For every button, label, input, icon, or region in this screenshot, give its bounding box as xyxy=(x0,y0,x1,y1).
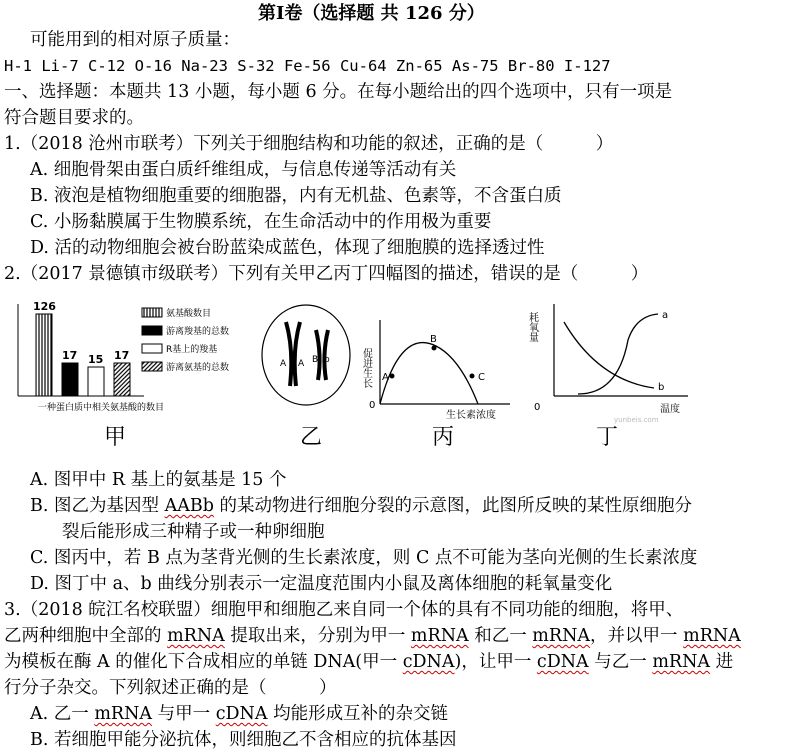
q2-option-b-cont: 裂后能形成三种精子或一种卵细胞 xyxy=(62,522,325,542)
atomic-mass-label: 可能用到的相对原子质量： xyxy=(30,30,240,50)
q3-stem-2 xyxy=(4,624,741,648)
watermark: yunbeis.com xyxy=(614,416,659,424)
q3-option-b: B. 若细胞甲能分泌抗体，则细胞乙不含相应的抗体基因 xyxy=(30,730,457,750)
bar-free-carboxyl xyxy=(62,363,78,396)
bar-r-carboxyl xyxy=(88,367,104,396)
q2-option-b-text: B. 图乙为基因型 xyxy=(30,496,165,516)
legend-item: 氨基酸数目 xyxy=(166,309,212,319)
curve-label: a xyxy=(662,310,669,321)
q2-option-d: D. 图丁中 a、b 曲线分别表示一定温度范围内小鼠及离体细胞的耗氧量变化 xyxy=(30,574,613,594)
figure-yi-cell-division xyxy=(256,300,356,410)
term-cdna: cDNA xyxy=(215,704,268,724)
term-mrna: mRNA xyxy=(652,652,711,672)
q3-text: 提取出来，分别为甲一 xyxy=(224,626,411,646)
q3-stem-3 xyxy=(4,650,733,674)
genotype-term: AABb xyxy=(164,496,214,516)
figure-jia-bar-chart xyxy=(14,296,254,421)
gene-label: A xyxy=(280,359,287,369)
y-axis-label: 耗氧量 xyxy=(526,312,538,342)
q3-stem-1: 3.（2018 皖江名校联盟）细胞甲和细胞乙来自同一个体的具有不同功能的细胞，将甲、 xyxy=(4,600,684,620)
q1-option-a: A. 细胞骨架由蛋白质纤维组成，与信息传递等活动有关 xyxy=(30,160,457,180)
bar-amino-acid-count xyxy=(36,314,52,396)
legend-item: R基上的羧基 xyxy=(166,345,218,355)
q3-text: 与甲一 xyxy=(152,704,216,724)
q2-stem: 2.（2017 景德镇市级联考）下列有关甲乙丙丁四幅图的描述，错误的是（ ） xyxy=(4,264,649,284)
figure-label-yi: 乙 xyxy=(300,425,323,450)
term-cdna: cDNA xyxy=(402,652,455,672)
q3-option-a xyxy=(30,702,448,726)
axis-origin: 0 xyxy=(369,400,376,411)
bar-value-label: 17 xyxy=(62,349,78,362)
q3-text: )，让甲一 xyxy=(454,652,537,672)
term-mrna: mRNA xyxy=(532,626,591,646)
q3-text: 进 xyxy=(710,652,734,672)
page-title: 第Ⅰ卷（选择题 共 126 分） xyxy=(258,3,485,24)
term-cdna: cDNA xyxy=(536,652,589,672)
bar-value-label: 15 xyxy=(88,353,104,366)
q2-option-c: C. 图丙中，若 B 点为茎背光侧的生长素浓度，则 C 点不可能为茎向光侧的生长素浓度 xyxy=(30,548,698,568)
point-label: B xyxy=(430,334,437,345)
q3-text: 和乙一 xyxy=(468,626,533,646)
q2-option-a: A. 图甲中 R 基上的氨基是 15 个 xyxy=(30,470,287,490)
figure-bing-auxin-curve xyxy=(360,318,520,424)
q3-text: 为模板在酶 A 的催化下合成相应的单链 DNA(甲一 xyxy=(4,652,403,672)
q1-option-d: D. 活的动物细胞会被台盼蓝染成蓝色，体现了细胞膜的选择透过性 xyxy=(30,238,545,258)
x-axis-label: 一种蛋白质中相关氨基酸的数目 xyxy=(38,403,165,413)
axis-origin: 0 xyxy=(534,402,541,413)
bar-free-amino xyxy=(114,363,130,396)
q1-option-b: B. 液泡是植物细胞重要的细胞器，内有无机盐、色素等，不含蛋白质 xyxy=(30,186,562,206)
point-label: A xyxy=(382,372,389,383)
section-instruction-2: 符合题目要求的。 xyxy=(4,108,144,128)
figure-ding-oxygen-curve xyxy=(528,300,698,425)
q3-text: 乙两种细胞中全部的 xyxy=(4,626,168,646)
q3-text: 均能形成互补的杂交链 xyxy=(267,704,449,724)
legend-item: 游离氨基的总数 xyxy=(166,363,230,373)
q2-option-b xyxy=(30,494,692,518)
section-instruction: 一、选择题：本题共 13 小题，每小题 6 分。在每小题给出的四个选项中，只有一项是 xyxy=(4,82,673,102)
x-axis-label: 温度 xyxy=(660,404,680,415)
x-axis-label: 生长素浓度 xyxy=(446,410,496,421)
figure-label-jia: 甲 xyxy=(104,425,127,450)
gene-label: A xyxy=(298,359,305,369)
term-mrna: mRNA xyxy=(410,626,469,646)
figure-label-ding: 丁 xyxy=(596,425,619,450)
atomic-mass-list: H-1 Li-7 C-12 O-16 Na-23 S-32 Fe-56 Cu-64 Zn-65 As-75 Br-80 I-127 xyxy=(4,57,611,75)
gene-label: b xyxy=(324,355,330,365)
q1-stem: 1.（2018 沧州市联考）下列关于细胞结构和功能的叙述，正确的是（ ） xyxy=(4,134,614,154)
gene-label: B xyxy=(312,355,319,365)
term-mrna: mRNA xyxy=(167,626,225,646)
bar-value-label: 17 xyxy=(114,349,130,362)
q3-text: 与乙一 xyxy=(588,652,653,672)
q1-option-c: C. 小肠黏膜属于生物膜系统，在生命活动中的作用极为重要 xyxy=(30,212,492,232)
legend-item: 游离羧基的总数 xyxy=(166,327,230,337)
term-mrna: mRNA xyxy=(683,626,741,646)
point-label: C xyxy=(478,372,485,383)
q3-stem-4: 行分子杂交。下列叙述正确的是（ ） xyxy=(4,678,337,698)
q3-text: A. 乙一 xyxy=(30,704,95,724)
q2-option-b-text: 的某动物进行细胞分裂的示意图，此图所反映的某性原细胞分 xyxy=(213,496,692,516)
q3-text: ，并以甲一 xyxy=(590,626,684,646)
bar-value-label: 126 xyxy=(33,300,56,313)
term-mrna: mRNA xyxy=(94,704,153,724)
y-axis-label: 促进生长 xyxy=(360,348,372,388)
figure-label-bing: 丙 xyxy=(432,425,455,450)
curve-label: b xyxy=(658,382,665,393)
